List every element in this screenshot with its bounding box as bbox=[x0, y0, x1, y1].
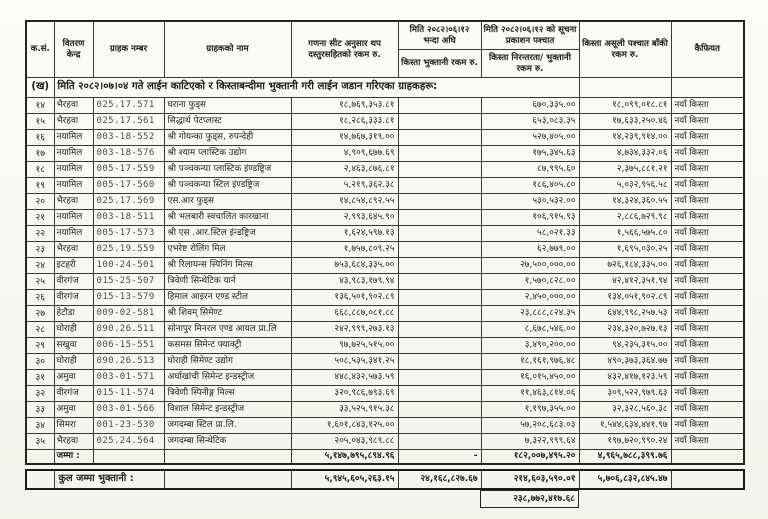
customer-number-cell: 003-18-511 bbox=[93, 210, 164, 226]
grand-total-installment-amount: २१४,६०३,५९०.०१ bbox=[481, 470, 579, 489]
before-installment-cell bbox=[398, 210, 481, 226]
header-remarks: कैफियत bbox=[671, 21, 744, 78]
customer-number-cell: 025.24.564 bbox=[93, 434, 164, 450]
payment-report bbox=[25, 20, 743, 508]
subtotal-label: जम्मा : bbox=[54, 450, 93, 465]
grand-total-empty-remarks bbox=[671, 470, 744, 489]
customer-number-cell: 005-17-560 bbox=[93, 178, 164, 194]
section-title: मिति २०८२।०७।०४ गते लाईन काटिएको र किस्ताबन्दीमा भुक्तानी गरी लाईन जडान गरिएका ग्राहकहरू: bbox=[54, 78, 579, 98]
customer-name-cell: हिमाल आइरन एण्ड स्टील bbox=[164, 290, 291, 306]
before-installment-cell bbox=[398, 130, 481, 146]
balance-amount-cell: १,६९५,०३०.२५ bbox=[579, 242, 671, 258]
distribution-center-cell: घोराही bbox=[54, 322, 93, 338]
serial-cell: २८ bbox=[26, 322, 54, 338]
serial-cell: ३० bbox=[26, 354, 54, 370]
installment-amount-cell: ३,४९०,२००.०० bbox=[481, 338, 579, 354]
calc-amount-cell: ३३,५२५,९१५.३८ bbox=[291, 402, 398, 418]
installment-amount-cell: १७५,३४५.६३ bbox=[481, 146, 579, 162]
grand-total-empty-name bbox=[164, 470, 291, 489]
customer-row bbox=[26, 146, 744, 162]
customer-row bbox=[26, 354, 744, 370]
calc-amount-cell: १३६,५०१,९०२.८९ bbox=[291, 290, 398, 306]
customer-number-cell: 025.17.561 bbox=[93, 114, 164, 130]
installment-amount-cell: ८,६७८,५४६.०० bbox=[481, 322, 579, 338]
customer-row bbox=[26, 242, 744, 258]
calc-amount-cell: १८,७६९,३५३.८१ bbox=[291, 98, 398, 114]
customer-number-cell: 003-01-566 bbox=[93, 402, 164, 418]
before-installment-cell bbox=[398, 178, 481, 194]
customer-name-cell: सोनापुर मिनरल एण्ड आयल प्रा.लि bbox=[164, 322, 291, 338]
remarks-cell: नयाँ किस्ता bbox=[671, 146, 744, 162]
customer-row bbox=[26, 338, 744, 354]
balance-amount-cell: १७,६३३,२५०.४६ bbox=[579, 114, 671, 130]
calc-amount-cell: ४३,९८३,१७९.९४ bbox=[291, 274, 398, 290]
customer-name-cell: सिद्धार्थ पेटप्लास्ट bbox=[164, 114, 291, 130]
serial-cell: १६ bbox=[26, 130, 54, 146]
customer-name-cell: श्री भलबारी स्वचालित कारखाना bbox=[164, 210, 291, 226]
calc-amount-cell: १,७५७,८०९.२५ bbox=[291, 242, 398, 258]
serial-cell: २० bbox=[26, 194, 54, 210]
before-installment-cell bbox=[398, 274, 481, 290]
balance-amount-cell: ४९०,३७३,३६४.७७ bbox=[579, 354, 671, 370]
installment-amount-cell: १८,१६१,९७६.४८ bbox=[481, 354, 579, 370]
calc-amount-cell: १,६२४,५९७.१३ bbox=[291, 226, 398, 242]
balance-amount-cell: १,५४४,६३४,४४१.९७ bbox=[579, 418, 671, 434]
customer-number-cell: 009-02-581 bbox=[93, 306, 164, 322]
customer-name-cell: श्री गोयन्का फुड्स, रुपन्देही bbox=[164, 130, 291, 146]
balance-amount-cell: २,८८६,७२९.९८ bbox=[579, 210, 671, 226]
before-installment-cell bbox=[398, 98, 481, 114]
subtotal-calc-amount: ५,१४७,७९५,८९४.९६ bbox=[291, 450, 398, 465]
remarks-cell: नयाँ किस्ता bbox=[671, 402, 744, 418]
subtotal-empty-name bbox=[164, 450, 291, 465]
installment-amount-cell: ६७०,३३५.०० bbox=[481, 98, 579, 114]
installment-amount-cell: १८६,४०५.८० bbox=[481, 178, 579, 194]
subtotal-empty-remarks bbox=[671, 450, 744, 465]
calc-amount-cell: १,६०१,८४३,१२५.०० bbox=[291, 418, 398, 434]
balance-amount-cell: १८,०९९,०१८.८१ bbox=[579, 98, 671, 114]
remarks-cell: नयाँ किस्ता bbox=[671, 434, 744, 450]
distribution-center-cell: वीरगंज bbox=[54, 274, 93, 290]
customer-name-cell: विशाल सिमेन्ट इन्डस्ट्रीज bbox=[164, 402, 291, 418]
serial-cell: १७ bbox=[26, 146, 54, 162]
serial-cell: ३४ bbox=[26, 418, 54, 434]
installment-amount-cell: २३,८८८,८२४.३५ bbox=[481, 306, 579, 322]
subtotal-empty-sn bbox=[26, 450, 54, 465]
subtotal-band bbox=[26, 450, 744, 465]
distribution-center-cell: भैरहवा bbox=[54, 434, 93, 450]
installment-amount-cell: ८७,९९५.६० bbox=[481, 162, 579, 178]
distribution-center-cell: नयामिल bbox=[54, 210, 93, 226]
installment-amount-cell: १,५७०,८२८.०० bbox=[481, 274, 579, 290]
header-calc-sheet-amount: गणना सीट अनुसार थप दस्तुरसहितको रकम रु. bbox=[291, 21, 398, 78]
remarks-cell: नयाँ किस्ता bbox=[671, 242, 744, 258]
serial-cell: १९ bbox=[26, 178, 54, 194]
customer-row bbox=[26, 274, 744, 290]
grand-total-balance-amount: ५,७०६,८३२,८४५.४७ bbox=[579, 470, 671, 489]
header-customer-number: ग्राहक नम्बर bbox=[93, 21, 164, 78]
grand-total-table bbox=[25, 469, 745, 490]
remarks-cell: नयाँ किस्ता bbox=[671, 386, 744, 402]
installment-amount-cell: ५८,०२१.३३ bbox=[481, 226, 579, 242]
before-installment-cell bbox=[398, 306, 481, 322]
balance-amount-cell: ३२,३२८,५६०.३८ bbox=[579, 402, 671, 418]
before-installment-cell bbox=[398, 242, 481, 258]
distribution-center-cell: अमुवा bbox=[54, 402, 93, 418]
customer-name-cell: त्रिवेणी सिन्थेटिक यार्न bbox=[164, 274, 291, 290]
customer-number-cell: 001-23-530 bbox=[93, 418, 164, 434]
serial-cell: ३२ bbox=[26, 386, 54, 402]
customer-name-cell: श्री एस .आर.स्टिल इंन्डष्ट्रिज bbox=[164, 226, 291, 242]
balance-amount-cell: ४३२,४१७,१२३.५९ bbox=[579, 370, 671, 386]
distribution-center-cell: भैरहवा bbox=[54, 194, 93, 210]
grand-total-before-amount: २४,१६८,८२७.६७ bbox=[398, 470, 481, 489]
remarks-cell: नयाँ किस्ता bbox=[671, 322, 744, 338]
customer-number-cell: 005-17-573 bbox=[93, 226, 164, 242]
installment-amount-cell: ५३०,५३२.०० bbox=[481, 194, 579, 210]
customer-row bbox=[26, 322, 744, 338]
distribution-center-cell: इटहरी bbox=[54, 258, 93, 274]
installment-total-box: २३८,७७२,४१७.६८ bbox=[480, 490, 579, 508]
distribution-center-cell: नयामिल bbox=[54, 130, 93, 146]
installment-amount-cell: ५७,२०८,६८३.०३ bbox=[481, 418, 579, 434]
customer-number-cell: 003-18-576 bbox=[93, 146, 164, 162]
customer-row bbox=[26, 370, 744, 386]
section-row bbox=[26, 78, 744, 98]
serial-cell: १५ bbox=[26, 114, 54, 130]
serial-cell: ३३ bbox=[26, 402, 54, 418]
customer-number-cell: 025.17.571 bbox=[93, 98, 164, 114]
remarks-cell: नयाँ किस्ता bbox=[671, 162, 744, 178]
installment-amount-cell: ५२७,४०५.०० bbox=[481, 130, 579, 146]
serial-cell: २२ bbox=[26, 226, 54, 242]
customer-name-cell: श्री रिलायन्स स्पिनिंग मिल्स bbox=[164, 258, 291, 274]
distribution-center-cell: नयामिल bbox=[54, 178, 93, 194]
before-installment-cell bbox=[398, 226, 481, 242]
before-installment-cell bbox=[398, 194, 481, 210]
distribution-center-cell: वीरगंज bbox=[54, 386, 93, 402]
customer-number-cell: 100-24-501 bbox=[93, 258, 164, 274]
section-label: (ख) bbox=[26, 78, 54, 98]
customer-name-cell: जगदम्बा सिन्थेटिक bbox=[164, 434, 291, 450]
grand-total-label: कुल जम्मा भुक्तानी : bbox=[54, 470, 164, 489]
remarks-cell: नयाँ किस्ता bbox=[671, 418, 744, 434]
installment-amount-cell: १६,०१५,४५०.०० bbox=[481, 370, 579, 386]
customer-row bbox=[26, 418, 744, 434]
serial-cell: २७ bbox=[26, 306, 54, 322]
before-installment-cell bbox=[398, 290, 481, 306]
subtotal-installment-amount: १८२,००७,४९५.२० bbox=[481, 450, 579, 465]
installment-amount-cell: ६५३,०८३.३५ bbox=[481, 114, 579, 130]
header-balance-after-recovery: किस्ता असूली पश्चात बाँकी रकम रु. bbox=[579, 21, 671, 78]
serial-cell: २९ bbox=[26, 338, 54, 354]
customer-number-cell: 003-18-552 bbox=[93, 130, 164, 146]
customer-number-cell: 015-11-574 bbox=[93, 386, 164, 402]
customer-row bbox=[26, 130, 744, 146]
serial-cell: ३५ bbox=[26, 434, 54, 450]
customer-name-cell: श्री पञ्चकन्या स्टिल इंण्डष्ट्रिज bbox=[164, 178, 291, 194]
customer-name-cell: एस.आर फुड्स bbox=[164, 194, 291, 210]
remarks-cell: नयाँ किस्ता bbox=[671, 130, 744, 146]
before-installment-cell bbox=[398, 418, 481, 434]
before-installment-cell bbox=[398, 354, 481, 370]
header-installment-paid-amount: किस्ता भुक्तानी रकम रु. bbox=[398, 50, 481, 78]
serial-cell: १४ bbox=[26, 98, 54, 114]
before-installment-cell bbox=[398, 258, 481, 274]
distribution-center-cell: सिमरा bbox=[54, 418, 93, 434]
remarks-cell: नयाँ किस्ता bbox=[671, 370, 744, 386]
remarks-cell: नयाँ किस्ता bbox=[671, 258, 744, 274]
header-distribution-center: वितरण केन्द्र bbox=[54, 21, 93, 78]
customer-row bbox=[26, 306, 744, 322]
distribution-center-cell: भैरहवा bbox=[54, 114, 93, 130]
subtotal-before-amount: - bbox=[398, 450, 481, 465]
serial-cell: ३१ bbox=[26, 370, 54, 386]
customer-number-cell: 025.17.569 bbox=[93, 194, 164, 210]
balance-amount-cell: ४२,४१२,३५१.९४ bbox=[579, 274, 671, 290]
balance-amount-cell: ७२६,१८४,३३५.०० bbox=[579, 258, 671, 274]
remarks-cell: नयाँ किस्ता bbox=[671, 178, 744, 194]
calc-amount-cell: ४४८,४३२,५७३.५९ bbox=[291, 370, 398, 386]
subtotal-row bbox=[26, 450, 744, 465]
customer-number-cell: 005-17-559 bbox=[93, 162, 164, 178]
section-empty-remarks-cell bbox=[671, 78, 744, 98]
balance-amount-cell: ३०९,५२२,९७९.६३ bbox=[579, 386, 671, 402]
calc-amount-cell: १४,७६७,३१९.०० bbox=[291, 130, 398, 146]
calc-amount-cell: ६६८,८८७,०८१.८८ bbox=[291, 306, 398, 322]
customer-name-cell: एभरेष्ट रोलिंग मिल bbox=[164, 242, 291, 258]
calc-amount-cell: २,४६३,८७६.८१ bbox=[291, 162, 398, 178]
subtotal-balance-amount: ४,९६५,७८८,३९९.७६ bbox=[579, 450, 671, 465]
before-installment-cell bbox=[398, 434, 481, 450]
installment-amount-cell: २,४५०,०००.०० bbox=[481, 290, 579, 306]
customer-row bbox=[26, 162, 744, 178]
balance-amount-cell: २३४,३२०,७२७.१३ bbox=[579, 322, 671, 338]
before-installment-cell bbox=[398, 402, 481, 418]
customer-row bbox=[26, 114, 744, 130]
balance-amount-cell: १९७,७२०,९९०.२४ bbox=[579, 434, 671, 450]
remarks-cell: नयाँ किस्ता bbox=[671, 226, 744, 242]
remarks-cell: नयाँ किस्ता bbox=[671, 306, 744, 322]
calc-amount-cell: ५,२१९,३६२.३८ bbox=[291, 178, 398, 194]
balance-amount-cell: ९४,२३५,३१५.०० bbox=[579, 338, 671, 354]
calc-amount-cell: ३२०,९८६,७९३.६९ bbox=[291, 386, 398, 402]
customer-name-cell: त्रिवेणी स्पिनीङ्ग मिल्स bbox=[164, 386, 291, 402]
customer-name-cell: श्री श्याम प्लास्टिक उद्योग bbox=[164, 146, 291, 162]
distribution-center-cell: नयामिल bbox=[54, 162, 93, 178]
serial-cell: २३ bbox=[26, 242, 54, 258]
customer-number-cell: 025.19.559 bbox=[93, 242, 164, 258]
calc-amount-cell: २४२,९९९,२७३.१३ bbox=[291, 322, 398, 338]
header-installment-continuity-amount: किस्ता निरन्तरता/ भुक्तानी रकम रु. bbox=[481, 50, 579, 78]
installment-amount-cell: १,१९७,३५५.०० bbox=[481, 402, 579, 418]
installment-amount-cell: ६२,७७९.०० bbox=[481, 242, 579, 258]
customer-row bbox=[26, 194, 744, 210]
calc-amount-cell: १४,८५४,८९२.५५ bbox=[291, 194, 398, 210]
calc-amount-cell: ५०८,५३५,३४१.२५ bbox=[291, 354, 398, 370]
before-installment-cell bbox=[398, 386, 481, 402]
remarks-cell: नयाँ किस्ता bbox=[671, 98, 744, 114]
before-installment-cell bbox=[398, 370, 481, 386]
customer-name-cell: श्री शिवम् सिमेण्ट bbox=[164, 306, 291, 322]
distribution-center-cell: भैरहवा bbox=[54, 98, 93, 114]
installment-amount-cell: २७,५००,०००.०० bbox=[481, 258, 579, 274]
header-before-date-group: मिति २०८२।०६।१२ भन्दा अघि bbox=[398, 21, 481, 50]
customer-row bbox=[26, 258, 744, 274]
balance-amount-cell: १४,२३९,९१४.०० bbox=[579, 130, 671, 146]
calc-amount-cell: २०५,०४३,९८९.८८ bbox=[291, 434, 398, 450]
serial-cell: २६ bbox=[26, 290, 54, 306]
customer-name-cell: कसमस सिमेन्ट फ्याक्ट्री bbox=[164, 338, 291, 354]
customer-row bbox=[26, 98, 744, 114]
before-installment-cell bbox=[398, 322, 481, 338]
before-installment-cell bbox=[398, 338, 481, 354]
customer-row bbox=[26, 386, 744, 402]
customer-row bbox=[26, 178, 744, 194]
remarks-cell: नयाँ किस्ता bbox=[671, 354, 744, 370]
table-header bbox=[26, 21, 744, 78]
customer-number-cell: 090.26.513 bbox=[93, 354, 164, 370]
customer-row bbox=[26, 226, 744, 242]
header-after-notice-group: मिति २०८२।०६।१२ को सूचना प्रकाशन पश्चात bbox=[481, 21, 579, 50]
installment-amount-cell: ११,४६३,८१४.०६ bbox=[481, 386, 579, 402]
serial-cell: २४ bbox=[26, 258, 54, 274]
distribution-center-cell: हेटौडा bbox=[54, 306, 93, 322]
balance-amount-cell: १३४,०५१,९०२.८९ bbox=[579, 290, 671, 306]
before-installment-cell bbox=[398, 114, 481, 130]
distribution-center-cell: भैरहवा bbox=[54, 242, 93, 258]
balance-amount-cell: २,३७५,८८१.२१ bbox=[579, 162, 671, 178]
balance-amount-cell: ६४४,९९८,२५७.५३ bbox=[579, 306, 671, 322]
customer-number-cell: 015-25-507 bbox=[93, 274, 164, 290]
balance-amount-cell: ५,०३२,९५६.५८ bbox=[579, 178, 671, 194]
balance-amount-cell: ४,७३४,३३२.०६ bbox=[579, 146, 671, 162]
customer-name-cell: घराना फुड्स bbox=[164, 98, 291, 114]
section-band bbox=[26, 78, 744, 98]
customer-row bbox=[26, 290, 744, 306]
customer-name-cell: श्री पञ्चकन्या प्लास्टिक इंण्डष्ट्रिज bbox=[164, 162, 291, 178]
customer-number-cell: 015-13-579 bbox=[93, 290, 164, 306]
calc-amount-cell: २,९९३,६४५.९० bbox=[291, 210, 398, 226]
customer-rows bbox=[26, 98, 744, 450]
customer-number-cell: 090.26.511 bbox=[93, 322, 164, 338]
grand-total-empty-sn bbox=[26, 470, 54, 489]
section-empty-balance-cell bbox=[579, 78, 671, 98]
customer-payment-table bbox=[25, 20, 745, 465]
calc-amount-cell: १८,२८६,३३३.८१ bbox=[291, 114, 398, 130]
distribution-center-cell: सखुवा bbox=[54, 338, 93, 354]
customer-row bbox=[26, 210, 744, 226]
customer-number-cell: 003-01-571 bbox=[93, 370, 164, 386]
customer-row bbox=[26, 434, 744, 450]
serial-cell: १८ bbox=[26, 162, 54, 178]
installment-amount-cell: १०६,९१५.९३ bbox=[481, 210, 579, 226]
distribution-center-cell: अमुवा bbox=[54, 370, 93, 386]
distribution-center-cell: नयामिल bbox=[54, 146, 93, 162]
remarks-cell: नयाँ किस्ता bbox=[671, 274, 744, 290]
before-installment-cell bbox=[398, 162, 481, 178]
customer-name-cell: अर्घाखांची सिमेन्ट इन्डस्ट्रीज bbox=[164, 370, 291, 386]
remarks-cell: नयाँ किस्ता bbox=[671, 210, 744, 226]
header-serial-no: क.सं. bbox=[26, 21, 54, 78]
grand-total-row bbox=[26, 470, 744, 489]
before-installment-cell bbox=[398, 146, 481, 162]
remarks-cell: नयाँ किस्ता bbox=[671, 114, 744, 130]
remarks-cell: नयाँ किस्ता bbox=[671, 290, 744, 306]
serial-cell: २१ bbox=[26, 210, 54, 226]
distribution-center-cell: नयामिल bbox=[54, 226, 93, 242]
customer-name-cell: घोराही सिमेण्ट उद्योग bbox=[164, 354, 291, 370]
distribution-center-cell: वीरगंज bbox=[54, 290, 93, 306]
header-customer-name: ग्राहकको नाम bbox=[164, 21, 291, 78]
remarks-cell: नयाँ किस्ता bbox=[671, 338, 744, 354]
distribution-center-cell: घोराही bbox=[54, 354, 93, 370]
grand-total-calc-amount: ५,९४५,६०५,२६३.१५ bbox=[291, 470, 398, 489]
calc-amount-cell: ७५३,६८४,३३५.०० bbox=[291, 258, 398, 274]
subtotal-empty-no bbox=[93, 450, 164, 465]
serial-cell: २५ bbox=[26, 274, 54, 290]
calc-amount-cell: ४,९०९,६७७.६९ bbox=[291, 146, 398, 162]
customer-number-cell: 006-15-551 bbox=[93, 338, 164, 354]
balance-amount-cell: १४,३२४,३६०.५५ bbox=[579, 194, 671, 210]
remarks-cell: नयाँ किस्ता bbox=[671, 194, 744, 210]
balance-amount-cell: १,५६६,५७५.८० bbox=[579, 226, 671, 242]
customer-row bbox=[26, 402, 744, 418]
customer-name-cell: जगदम्बा स्टिल प्रा.लि. bbox=[164, 418, 291, 434]
installment-amount-cell: ७,३२२,९९९.६४ bbox=[481, 434, 579, 450]
calc-amount-cell: ९७,७२५,५१५.०० bbox=[291, 338, 398, 354]
